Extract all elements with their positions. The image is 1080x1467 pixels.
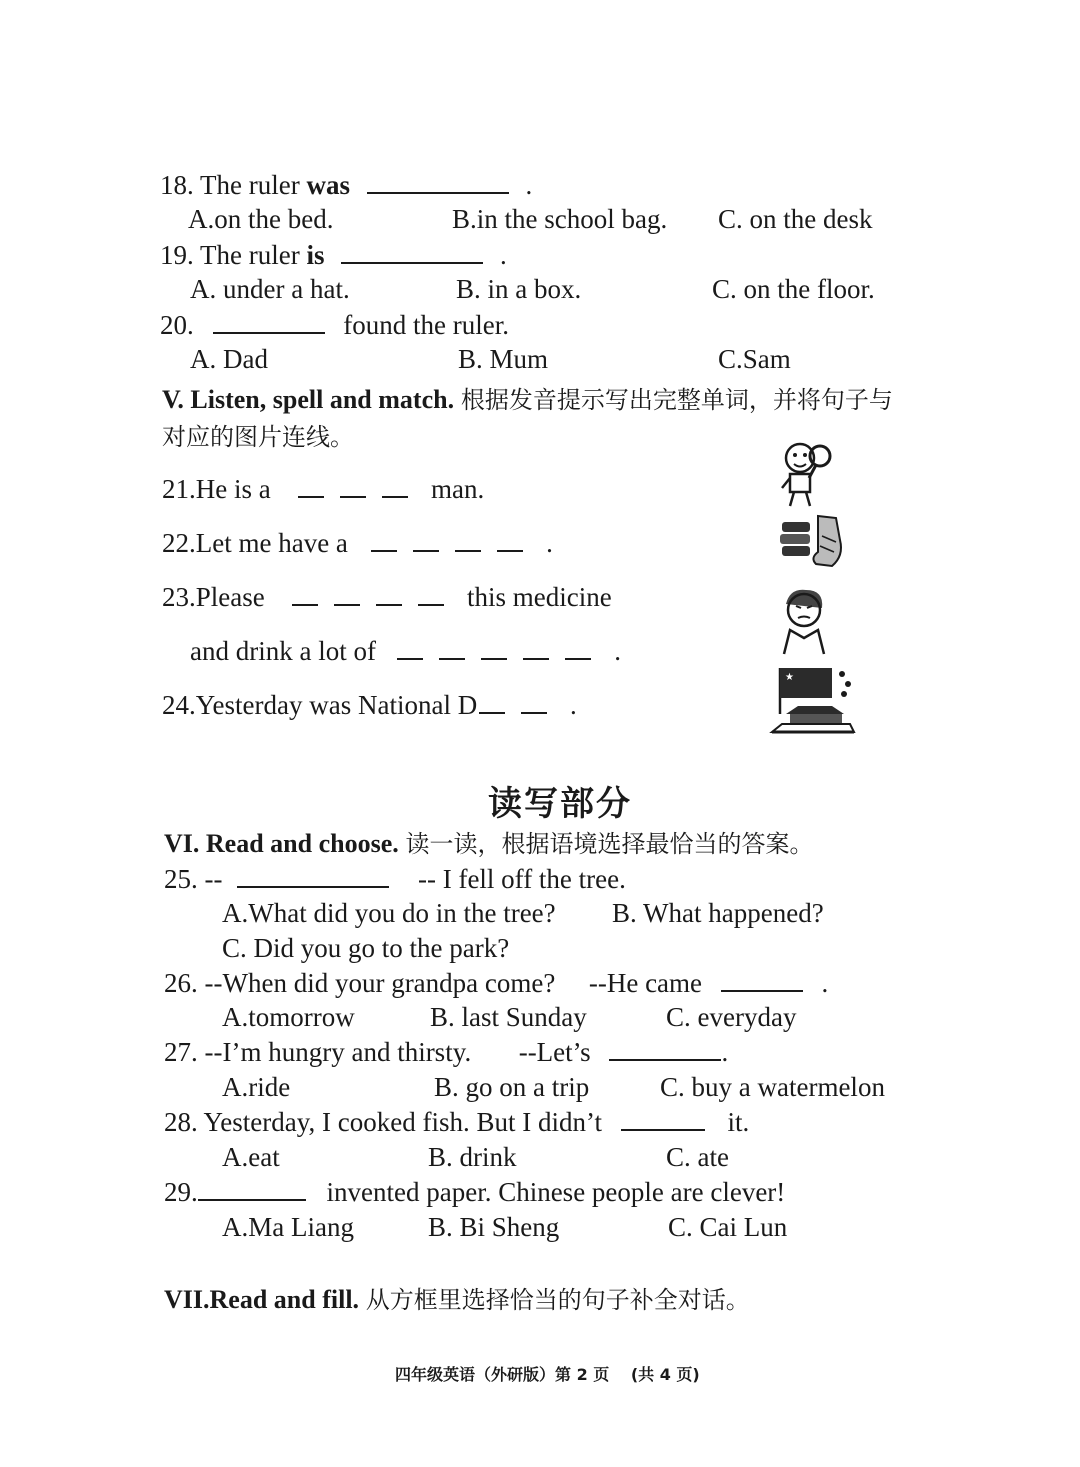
q28-option-b[interactable]: B. drink: [428, 1142, 517, 1172]
q23-letter-blank[interactable]: [397, 636, 423, 660]
part-title: 读写部分: [488, 784, 632, 824]
q23-letter-blank[interactable]: [565, 636, 591, 660]
q29: 29. invented paper. Chinese people are clever!: [164, 1177, 786, 1207]
section7-heading-line: [164, 1282, 750, 1317]
q28: 28. Yesterday, I cooked fish. But I didn’t it.: [164, 1107, 750, 1137]
svg-text:★: ★: [785, 672, 794, 683]
q29-option-a[interactable]: A.Ma Liang: [222, 1212, 354, 1242]
section7-instruction: 从方框里选择恰当的句子补全对话。: [365, 1286, 750, 1314]
q26: 26. --When did your grandpa come? --He came .: [164, 968, 829, 998]
q20-option-b[interactable]: B. Mum: [458, 344, 549, 374]
q19-option-c[interactable]: C. on the floor.: [712, 274, 875, 304]
q21-letter-blank[interactable]: [298, 474, 324, 498]
q25-option-b[interactable]: B. What happened?: [612, 898, 824, 928]
q23-letter-blank[interactable]: [481, 636, 507, 660]
q24-letter-blank[interactable]: [521, 690, 547, 714]
q22-letter-blank[interactable]: [371, 528, 397, 552]
section5-heading-line: [162, 382, 893, 417]
q27: 27. --I’m hungry and thirsty. --Let’s .: [164, 1037, 729, 1067]
page-footer: 四年级英语（外研版）第 2 页 (共 4 页): [395, 1365, 700, 1384]
q28-answer-blank[interactable]: [621, 1107, 705, 1131]
q27-option-a[interactable]: A.ride: [222, 1072, 291, 1102]
q29-option-b[interactable]: B. Bi Sheng: [428, 1212, 560, 1242]
q28-option-c[interactable]: C. ate: [666, 1142, 729, 1172]
section6-heading: VI. Read and choose.: [164, 829, 399, 858]
q20-option-c[interactable]: C.Sam: [718, 344, 791, 374]
q28-option-a[interactable]: A.eat: [222, 1142, 280, 1172]
q27-option-c[interactable]: C. buy a watermelon: [660, 1072, 885, 1102]
q20-option-a[interactable]: A. Dad: [190, 344, 268, 374]
q21-letter-blank[interactable]: [382, 474, 408, 498]
section6-instruction: 读一读，根据语境选择最恰当的答案。: [405, 830, 814, 858]
q19-stem: 19. The ruler is .: [160, 240, 507, 270]
q18-answer-blank[interactable]: [367, 170, 509, 194]
q24-letter-blank[interactable]: [479, 690, 505, 714]
q22-letter-blank[interactable]: [497, 528, 523, 552]
q23-letter-blank[interactable]: [334, 582, 360, 606]
q26-option-b[interactable]: B. last Sunday: [430, 1002, 587, 1032]
q27-option-b[interactable]: B. go on a trip: [434, 1072, 590, 1102]
q21-letter-blank[interactable]: [340, 474, 366, 498]
q20-answer-blank[interactable]: [213, 310, 325, 334]
section6-heading-line: [164, 826, 814, 861]
q25-answer-blank[interactable]: [237, 864, 389, 888]
q23-letter-blank[interactable]: [292, 582, 318, 606]
q29-answer-blank[interactable]: [198, 1177, 306, 1201]
q23-letter-blank[interactable]: [439, 636, 465, 660]
q19-answer-blank[interactable]: [341, 240, 483, 264]
national-flag-tiananmen-picture[interactable]: [768, 662, 858, 736]
q19-option-b[interactable]: B. in a box.: [456, 274, 582, 304]
q22-letter-blank[interactable]: [455, 528, 481, 552]
q26-answer-blank[interactable]: [721, 968, 803, 992]
q23-line2: and drink a lot of .: [190, 636, 621, 666]
magnifying-glass-person-picture[interactable]: [776, 438, 838, 510]
q20-stem: 20. found the ruler.: [160, 310, 509, 340]
q25-option-c[interactable]: C. Did you go to the park?: [222, 933, 510, 963]
q22-letter-blank[interactable]: [413, 528, 439, 552]
q21: 21.He is a man.: [162, 474, 485, 504]
q23-letter-blank[interactable]: [418, 582, 444, 606]
q18-option-b[interactable]: B.in the school bag.: [452, 204, 668, 234]
q19-option-a[interactable]: A. under a hat.: [190, 274, 350, 304]
q23-letter-blank[interactable]: [523, 636, 549, 660]
sick-boy-picture[interactable]: [776, 586, 832, 656]
q27-answer-blank[interactable]: [609, 1037, 721, 1061]
section5-heading: V. Listen, spell and match.: [162, 385, 455, 414]
food-and-hand-picture[interactable]: [778, 512, 848, 572]
q24: 24.Yesterday was National D .: [162, 690, 577, 720]
q18-option-a[interactable]: A.on the bed.: [188, 204, 334, 234]
q26-option-a[interactable]: A.tomorrow: [222, 1002, 355, 1032]
q23: 23.Please this medicine: [162, 582, 612, 612]
q22: 22.Let me have a .: [162, 528, 553, 558]
q18-stem: 18. The ruler was .: [160, 170, 533, 200]
q23-letter-blank[interactable]: [376, 582, 402, 606]
section5-instruction-line2: 对应的图片连线。: [162, 423, 354, 451]
q25-option-a[interactable]: A.What did you do in the tree?: [222, 898, 556, 928]
q25: 25. -- -- I fell off the tree.: [164, 864, 626, 894]
q26-option-c[interactable]: C. everyday: [666, 1002, 797, 1032]
q29-option-c[interactable]: C. Cai Lun: [668, 1212, 788, 1242]
section5-instruction: 根据发音提示写出完整单词，并将句子与: [460, 386, 893, 414]
section7-heading: VII.Read and fill.: [164, 1285, 360, 1314]
q18-option-c[interactable]: C. on the desk: [718, 204, 873, 234]
